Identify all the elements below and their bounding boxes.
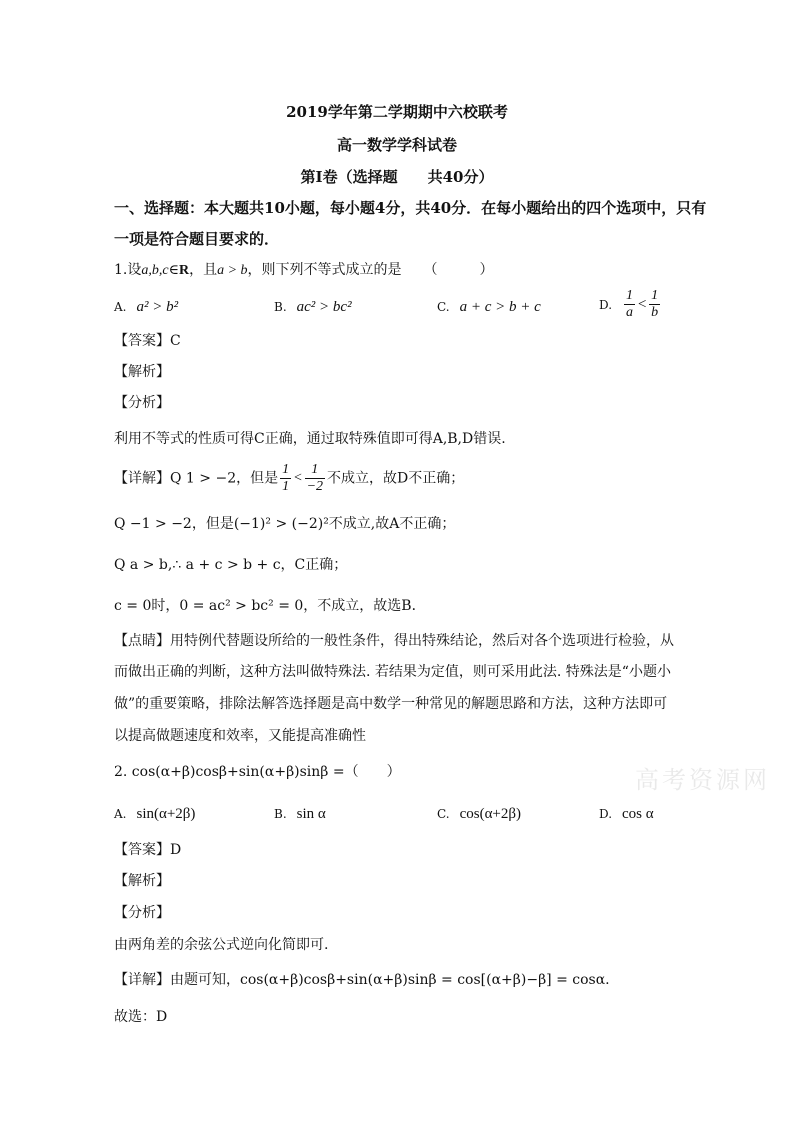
q1-stem-R: R — [178, 263, 190, 278]
q2-option-c: C. cos(α+2β) — [437, 806, 522, 822]
q1-stem-cond: a > b — [217, 263, 248, 278]
q2-analysis: 由两角差的余弦公式逆向化简即可. — [114, 937, 329, 953]
exam-subtitle: 高一数学学科试卷 — [336, 136, 457, 154]
q1-option-c: C. a + c > b + c — [437, 299, 541, 315]
q1-stem-b: ，且 — [189, 262, 218, 278]
q2-fenxi-label: 【分析】 — [114, 905, 170, 921]
exam-title: 2019学年第二学期期中六校联考 — [286, 103, 508, 121]
q1-stem — [114, 260, 494, 281]
q1-detail-1: 【详解】Q 1 > −2，但是 $\frac{1}{1}$ < $\frac{1}{-2}$ 不成立，故D不正确； — [114, 462, 465, 494]
q1-detail-3: Q a > b,∴ a + c > b + c，C正确； — [114, 557, 348, 573]
q1-answer: 【答案】C — [114, 333, 181, 349]
q1-dianjing-3: 做”的重要策略，排除法解答选择题是高中数学一种常见的解题思路和方法，这种方法即可 — [114, 696, 668, 712]
volume-title: 第Ⅰ卷（选择题 共40分） — [300, 168, 494, 186]
q1-detail-2: Q −1 > −2，但是(−1)² > (−2)²不成立,故A不正确； — [114, 516, 456, 532]
q1-stem-paren: （ ） — [423, 262, 494, 278]
q2-detail: 【详解】由题可知，cos(α+β)cosβ+sin(α+β)sinβ = cos[(α+β)−β] = cosα. — [114, 972, 610, 988]
q1-dianjing-2: 而做出正确的判断，这种方法叫做特殊法. 若结果为定值，则可采用此法. 特殊法是“小题小 — [114, 664, 671, 680]
q1-option-b: B. ac² > bc² — [274, 299, 352, 315]
q1-jiexi-label: 【解析】 — [114, 364, 170, 380]
q1-stem-c: ，则下列不等式成立的是 — [247, 262, 402, 278]
q1-fenxi-label: 【分析】 — [114, 395, 170, 411]
q2-option-d: D. cos α — [599, 806, 654, 822]
q2-answer: 【答案】D — [114, 842, 182, 858]
q2-stem: 2. cos(α+β)cosβ+sin(α+β)sinβ =（ ） — [114, 764, 401, 780]
q1-dianjing-4: 以提高做题速度和效率，又能提高准确性 — [114, 728, 366, 744]
q1-dianjing-1: 【点睛】用特例代替题设所给的一般性条件，得出特殊结论，然后对各个选项进行检验，从 — [114, 633, 674, 649]
q2-choose: 故选：D — [114, 1009, 168, 1025]
watermark: 高考资源网 — [635, 766, 770, 794]
section-instructions-line1: 一、选择题：本大题共10小题，每小题4分，共40分．在每小题给出的四个选项中，只有 — [114, 199, 707, 217]
q1-option-d: D. $\frac{1}{a}$ < $\frac{1}{b}$ — [599, 288, 659, 320]
q1-stem-in: ∈ — [168, 262, 179, 278]
q2-option-a: A. sin(α+2β) — [114, 806, 196, 822]
q1-stem-a: 1.设 — [114, 262, 142, 278]
q1-option-a: A. a² > b² — [114, 299, 179, 315]
q1-analysis: 利用不等式的性质可得C正确，通过取特殊值即可得A,B,D错误. — [114, 431, 506, 447]
q2-jiexi-label: 【解析】 — [114, 873, 170, 889]
q2-option-b: B. sin α — [274, 806, 326, 822]
section-instructions-line2: 一项是符合题目要求的． — [114, 230, 280, 248]
q1-stem-vars: a,b,c — [141, 263, 169, 278]
q1-detail-4: c = 0时，0 = ac² > bc² = 0，不成立，故选B． — [114, 598, 426, 614]
